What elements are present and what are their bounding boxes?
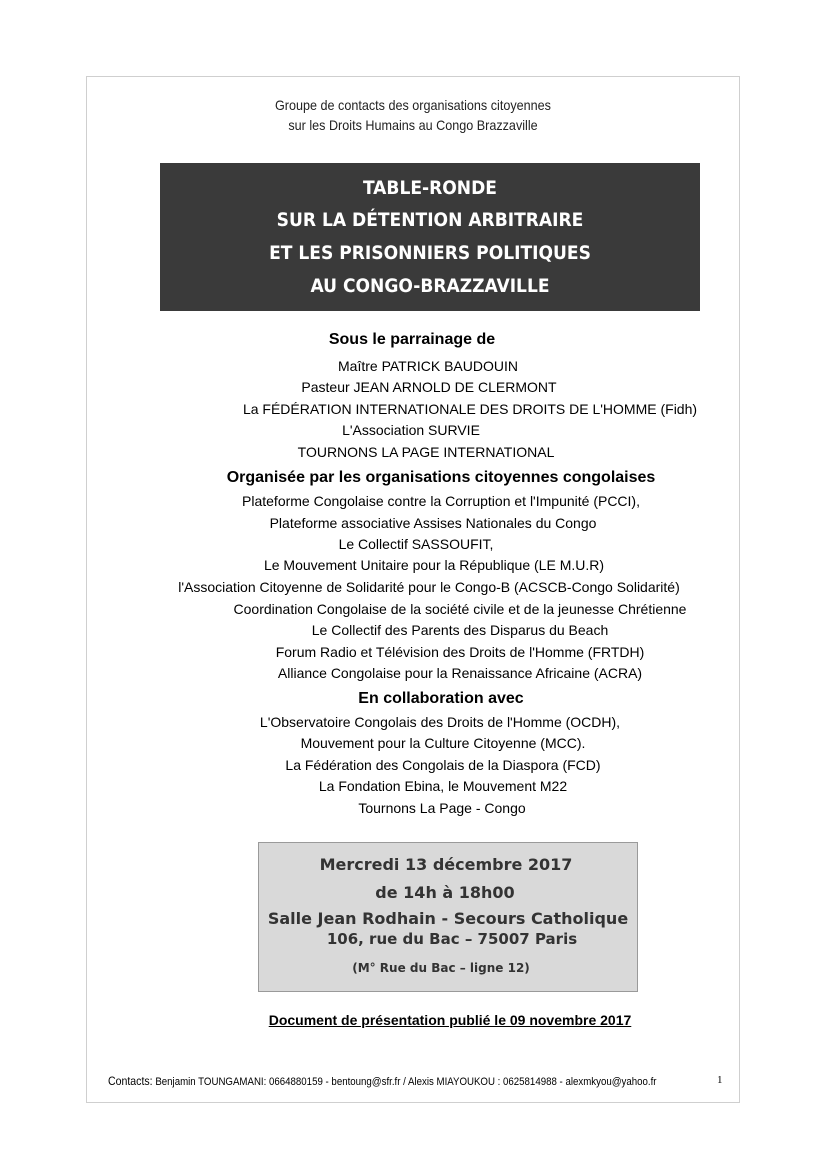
- organizer-item: Forum Radio et Télévision des Droits de l'Homme (FRTDH): [275, 644, 645, 660]
- organizer-item: Le Collectif des Parents des Disparus du Beach: [311, 622, 609, 638]
- organizer-item: Le Collectif SASSOUFIT,: [338, 536, 494, 552]
- title-line-2: SUR LA DÉTENTION ARBITRAIRE: [276, 209, 584, 231]
- event-time: de 14h à 18h00: [375, 883, 515, 902]
- collaboration-heading: En collaboration avec: [358, 690, 524, 707]
- org-header-line1: Groupe de contacts des organisations citoyennes: [275, 97, 551, 113]
- patron-item: L'Association SURVIE: [342, 422, 480, 438]
- org-header-line2: sur les Droits Humains au Congo Brazzaville: [288, 117, 538, 133]
- event-venue: Salle Jean Rodhain - Secours Catholique: [267, 909, 629, 928]
- patron-item: La FÉDÉRATION INTERNATIONALE DES DROITS DE L'HOMME (Fidh): [242, 401, 698, 417]
- title-banner: [160, 163, 700, 311]
- collaborator-item: Mouvement pour la Culture Citoyenne (MCC).: [300, 735, 586, 751]
- page-number: 1: [717, 1074, 723, 1086]
- collaborator-item: La Fédération des Congolais de la Diaspora (FCD): [285, 757, 601, 773]
- publication-date: Document de présentation publié le 09 novembre 2017: [268, 1012, 632, 1028]
- footer-label: Contacts:: [108, 1074, 153, 1088]
- footer-contacts-text: Benjamin TOUNGAMANI: 0664880159 - bentoung@sfr.fr / Alexis MIAYOUKOU : 0625814988 - alexmkyou@yahoo.fr: [155, 1076, 657, 1088]
- title-line-1: TABLE-RONDE: [363, 177, 497, 199]
- patron-item: Pasteur JEAN ARNOLD DE CLERMONT: [301, 379, 557, 395]
- footer-contacts: [108, 1074, 657, 1088]
- event-address: 106, rue du Bac – 75007 Paris: [326, 930, 578, 948]
- collaborator-item: L'Observatoire Congolais des Droits de l'Homme (OCDH),: [259, 714, 621, 730]
- event-info-box: [258, 842, 638, 992]
- organizer-item: Coordination Congolaise de la société civile et de la jeunesse Chrétienne: [233, 601, 687, 617]
- event-date: Mercredi 13 décembre 2017: [319, 855, 573, 874]
- organizer-item: Plateforme Congolaise contre la Corruption et l'Impunité (PCCI),: [242, 493, 640, 509]
- patron-item: TOURNONS LA PAGE INTERNATIONAL: [297, 444, 555, 460]
- organizer-item: l'Association Citoyenne de Solidarité pour le Congo-B (ACSCB-Congo Solidarité): [178, 579, 680, 595]
- patron-item: Maître PATRICK BAUDOUIN: [338, 358, 518, 374]
- organizer-item: Plateforme associative Assises Nationales du Congo: [269, 515, 597, 531]
- collaborator-item: La Fondation Ebina, le Mouvement M22: [318, 778, 568, 794]
- organizer-item: Alliance Congolaise pour la Renaissance Africaine (ACRA): [277, 665, 643, 681]
- title-line-4: AU CONGO-BRAZZAVILLE: [310, 275, 550, 297]
- collaborator-item: Tournons La Page - Congo: [358, 800, 526, 816]
- event-metro: (M° Rue du Bac – ligne 12): [352, 961, 530, 975]
- organizers-heading: Organisée par les organisations citoyennes congolaises: [226, 469, 656, 486]
- title-line-3: ET LES PRISONNIERS POLITIQUES: [269, 242, 591, 264]
- organizer-item: Le Mouvement Unitaire pour la République (LE M.U.R): [263, 557, 605, 573]
- patronage-heading: Sous le parrainage de: [328, 331, 496, 348]
